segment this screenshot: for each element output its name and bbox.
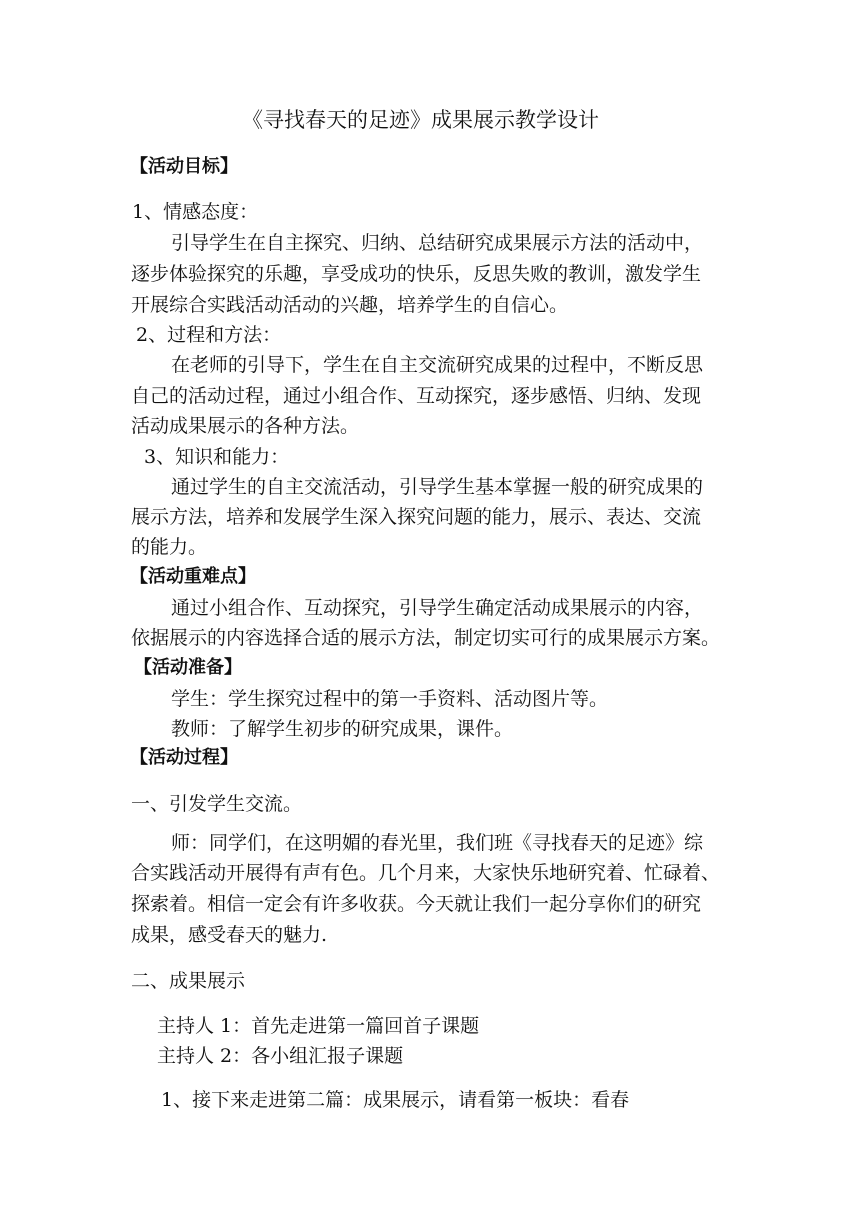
goal3-line-3: 的能力。: [131, 536, 208, 558]
step2-item-1: 1、接下来走进第二篇：成果展示，请看第一板块：看春: [161, 1089, 630, 1111]
goal3-line-2: 展示方法，培养和发展学生深入探究问题的能力，展示、表达、交流: [131, 506, 702, 528]
document-title: 《寻找春天的足迹》成果展示教学设计: [242, 108, 599, 132]
host-line-2: 主持人 2：各小组汇报子课题: [157, 1045, 404, 1067]
goal1-line-2: 逐步体验探究的乐趣，享受成功的快乐，反思失败的教训，激发学生: [131, 263, 702, 285]
goal2-line-3: 活动成果展示的各种方法。: [131, 415, 360, 437]
key-line-1: 通过小组合作、互动探究，引导学生确定活动成果展示的内容，: [171, 597, 704, 619]
goal1-label: 1、情感态度：: [132, 201, 259, 223]
prep-heading: 【活动准备】: [134, 657, 242, 678]
step1-line-3: 探索着。相信一定会有许多收获。今天就让我们一起分享你们的研究: [131, 893, 702, 915]
step1-line-4: 成果，感受春天的魅力.: [131, 924, 328, 946]
step1-line-1: 师：同学们，在这明媚的春光里，我们班《寻找春天的足迹》综: [171, 832, 704, 854]
goal1-line-3: 开展综合实践活动活动的兴趣，培养学生的自信心。: [131, 294, 569, 316]
goals-heading: 【活动目标】: [130, 156, 238, 177]
prep-line-students: 学生：学生探究过程中的第一手资料、活动图片等。: [171, 688, 609, 710]
step2-title: 二、成果展示: [131, 970, 246, 992]
host-line-1: 主持人 1：首先走进第一篇回首子课题: [157, 1015, 480, 1037]
goal2-label: 2、过程和方法：: [136, 324, 282, 346]
goal1-line-1: 引导学生在自主探究、归纳、总结研究成果展示方法的活动中，: [171, 232, 704, 254]
step1-line-2: 合实践活动开展得有声有色。几个月来，大家快乐地研究着、忙碌着、: [131, 862, 721, 884]
goal2-line-2: 自己的活动过程，通过小组合作、互动探究，逐步感悟、归纳、发现: [131, 385, 702, 407]
step1-title: 一、引发学生交流。: [131, 793, 303, 815]
goal3-label: 3、知识和能力：: [144, 446, 290, 468]
prep-line-teacher: 教师：了解学生初步的研究成果，课件。: [171, 718, 514, 740]
process-heading: 【活动过程】: [130, 747, 238, 768]
key-points-heading: 【活动重难点】: [130, 566, 256, 587]
goal3-line-1: 通过学生的自主交流活动，引导学生基本掌握一般的研究成果的: [171, 476, 704, 498]
key-line-2: 依据展示的内容选择合适的展示方法，制定切实可行的成果展示方案。: [131, 627, 721, 649]
goal2-line-1: 在老师的引导下，学生在自主交流研究成果的过程中，不断反思: [171, 354, 704, 376]
